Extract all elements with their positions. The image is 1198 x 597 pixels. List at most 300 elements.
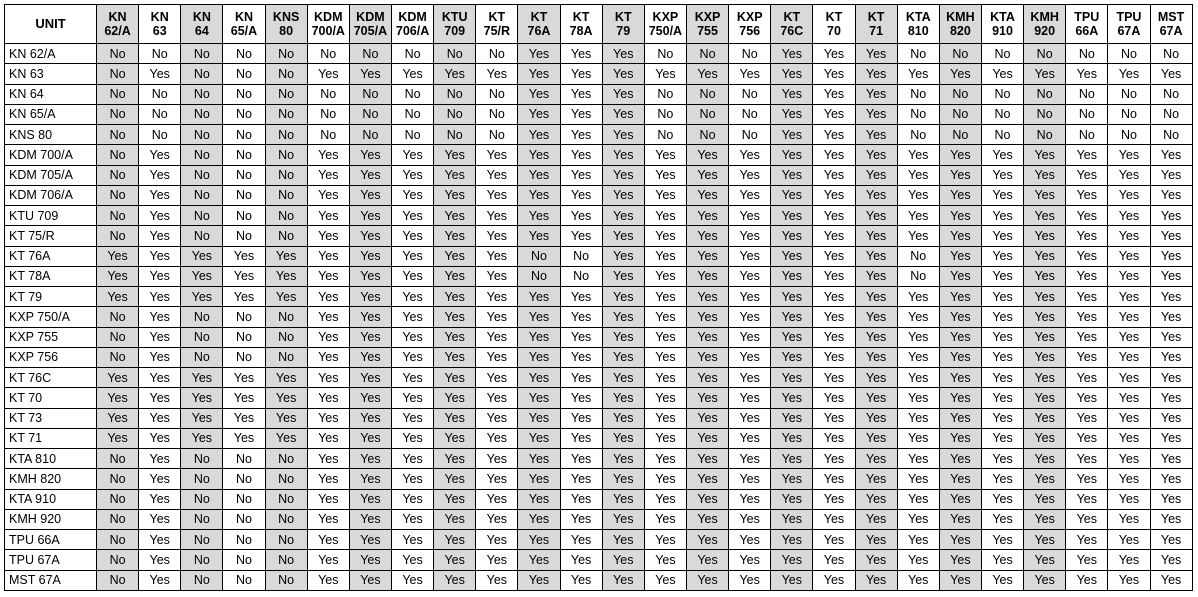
compatibility-cell: Yes xyxy=(644,388,686,408)
compatibility-cell: Yes xyxy=(897,408,939,428)
compatibility-cell: Yes xyxy=(981,570,1023,591)
compatibility-cell: Yes xyxy=(476,368,518,388)
table-row xyxy=(5,84,1193,104)
compatibility-cell: Yes xyxy=(897,307,939,327)
table-row xyxy=(5,266,1193,286)
row-unit-label: KNS 80 xyxy=(5,125,97,145)
compatibility-cell: No xyxy=(307,104,349,124)
compatibility-cell: No xyxy=(223,449,265,469)
column-header-number: 62/A xyxy=(104,24,131,38)
compatibility-cell: Yes xyxy=(602,145,644,165)
compatibility-cell: Yes xyxy=(434,327,476,347)
compatibility-cell: Yes xyxy=(1066,185,1108,205)
compatibility-cell: Yes xyxy=(855,104,897,124)
table-row xyxy=(5,44,1193,64)
compatibility-cell: Yes xyxy=(518,145,560,165)
compatibility-cell: Yes xyxy=(771,125,813,145)
compatibility-cell: Yes xyxy=(1066,469,1108,489)
compatibility-cell: No xyxy=(560,246,602,266)
compatibility-cell: Yes xyxy=(476,570,518,591)
compatibility-cell: Yes xyxy=(897,287,939,307)
compatibility-cell: No xyxy=(265,165,307,185)
compatibility-cell: No xyxy=(307,44,349,64)
compatibility-cell: No xyxy=(97,570,139,591)
compatibility-cell: No xyxy=(729,44,771,64)
compatibility-cell: Yes xyxy=(518,307,560,327)
compatibility-cell: No xyxy=(265,489,307,509)
column-header-model: KN xyxy=(150,10,169,24)
compatibility-cell: No xyxy=(181,509,223,529)
compatibility-cell: Yes xyxy=(391,570,433,591)
compatibility-cell: Yes xyxy=(1066,550,1108,570)
compatibility-cell: Yes xyxy=(771,489,813,509)
compatibility-cell: Yes xyxy=(855,428,897,448)
compatibility-cell: Yes xyxy=(771,307,813,327)
compatibility-cell: Yes xyxy=(813,246,855,266)
compatibility-cell: No xyxy=(897,44,939,64)
compatibility-cell: Yes xyxy=(939,469,981,489)
column-header-number: 910 xyxy=(992,24,1013,38)
compatibility-cell: Yes xyxy=(1024,185,1066,205)
compatibility-cell: Yes xyxy=(1024,246,1066,266)
compatibility-cell: Yes xyxy=(602,266,644,286)
compatibility-cell: Yes xyxy=(476,469,518,489)
row-unit-label: KT 70 xyxy=(5,388,97,408)
column-header-number: 755 xyxy=(697,24,718,38)
compatibility-cell: Yes xyxy=(644,327,686,347)
compatibility-cell: Yes xyxy=(939,206,981,226)
compatibility-cell: Yes xyxy=(434,489,476,509)
compatibility-cell: No xyxy=(265,104,307,124)
row-unit-label: KXP 755 xyxy=(5,327,97,347)
compatibility-cell: Yes xyxy=(1024,428,1066,448)
compatibility-cell: Yes xyxy=(476,266,518,286)
compatibility-cell: Yes xyxy=(602,388,644,408)
compatibility-cell: Yes xyxy=(644,469,686,489)
compatibility-cell: Yes xyxy=(981,368,1023,388)
compatibility-cell: Yes xyxy=(139,64,181,84)
compatibility-cell: Yes xyxy=(560,388,602,408)
compatibility-cell: Yes xyxy=(307,226,349,246)
compatibility-cell: Yes xyxy=(729,530,771,550)
table-row xyxy=(5,428,1193,448)
compatibility-cell: Yes xyxy=(391,408,433,428)
compatibility-cell: Yes xyxy=(729,570,771,591)
compatibility-cell: No xyxy=(223,64,265,84)
compatibility-cell: Yes xyxy=(939,388,981,408)
column-header xyxy=(771,5,813,44)
compatibility-cell: Yes xyxy=(1024,530,1066,550)
table-row xyxy=(5,327,1193,347)
compatibility-cell: Yes xyxy=(1066,206,1108,226)
compatibility-cell: Yes xyxy=(855,509,897,529)
compatibility-cell: No xyxy=(349,44,391,64)
compatibility-cell: Yes xyxy=(1108,246,1150,266)
compatibility-cell: Yes xyxy=(307,64,349,84)
compatibility-cell: Yes xyxy=(939,428,981,448)
compatibility-cell: Yes xyxy=(265,408,307,428)
compatibility-cell: No xyxy=(181,226,223,246)
compatibility-cell: Yes xyxy=(476,489,518,509)
table-header xyxy=(5,5,1193,44)
compatibility-cell: Yes xyxy=(434,307,476,327)
compatibility-cell: Yes xyxy=(686,489,728,509)
compatibility-cell: Yes xyxy=(1024,226,1066,246)
table-row xyxy=(5,449,1193,469)
compatibility-cell: Yes xyxy=(813,368,855,388)
compatibility-cell: Yes xyxy=(265,428,307,448)
column-header-number: 709 xyxy=(444,24,466,38)
compatibility-cell: Yes xyxy=(771,145,813,165)
compatibility-cell: No xyxy=(223,104,265,124)
compatibility-cell: Yes xyxy=(560,125,602,145)
compatibility-cell: Yes xyxy=(139,530,181,550)
compatibility-cell: Yes xyxy=(560,469,602,489)
compatibility-cell: Yes xyxy=(139,347,181,367)
compatibility-cell: Yes xyxy=(265,388,307,408)
column-header-model: KMH xyxy=(946,10,975,24)
column-header-number: 64 xyxy=(194,24,209,38)
compatibility-cell: Yes xyxy=(981,226,1023,246)
column-header xyxy=(181,5,223,44)
row-unit-label: KMH 820 xyxy=(5,469,97,489)
compatibility-cell: No xyxy=(981,125,1023,145)
compatibility-cell: Yes xyxy=(434,145,476,165)
column-header-model: TPU xyxy=(1074,10,1100,24)
compatibility-cell: No xyxy=(897,84,939,104)
compatibility-cell: Yes xyxy=(1108,550,1150,570)
compatibility-cell: Yes xyxy=(349,428,391,448)
compatibility-cell: Yes xyxy=(897,368,939,388)
compatibility-cell: Yes xyxy=(897,489,939,509)
compatibility-cell: Yes xyxy=(644,428,686,448)
compatibility-cell: Yes xyxy=(560,84,602,104)
compatibility-cell: Yes xyxy=(349,226,391,246)
compatibility-cell: Yes xyxy=(476,165,518,185)
compatibility-cell: Yes xyxy=(602,104,644,124)
column-header xyxy=(1150,5,1192,44)
compatibility-cell: Yes xyxy=(1066,368,1108,388)
compatibility-cell: No xyxy=(223,347,265,367)
compatibility-cell: No xyxy=(265,206,307,226)
header-row xyxy=(5,5,1193,44)
compatibility-cell: Yes xyxy=(1024,206,1066,226)
compatibility-cell: Yes xyxy=(1024,509,1066,529)
table-row xyxy=(5,530,1193,550)
compatibility-cell: Yes xyxy=(1108,287,1150,307)
compatibility-cell: Yes xyxy=(349,64,391,84)
column-header-model: KT xyxy=(530,10,548,24)
table-row xyxy=(5,104,1193,124)
compatibility-cell: Yes xyxy=(771,449,813,469)
column-header-model: KT xyxy=(572,10,590,24)
compatibility-cell: No xyxy=(181,64,223,84)
compatibility-cell: Yes xyxy=(476,550,518,570)
compatibility-cell: Yes xyxy=(307,408,349,428)
compatibility-cell: Yes xyxy=(560,226,602,246)
compatibility-cell: Yes xyxy=(1150,266,1192,286)
column-header-number: 70 xyxy=(827,24,841,38)
compatibility-cell: No xyxy=(1150,125,1192,145)
compatibility-cell: Yes xyxy=(602,226,644,246)
compatibility-cell: Yes xyxy=(349,145,391,165)
compatibility-cell: Yes xyxy=(139,550,181,570)
compatibility-cell: Yes xyxy=(644,185,686,205)
table-row xyxy=(5,226,1193,246)
column-header-model: KT xyxy=(783,10,801,24)
compatibility-cell: Yes xyxy=(518,408,560,428)
unit-column-header: UNIT xyxy=(5,5,97,44)
compatibility-cell: Yes xyxy=(97,368,139,388)
compatibility-cell: No xyxy=(139,44,181,64)
compatibility-cell: Yes xyxy=(644,530,686,550)
compatibility-cell: Yes xyxy=(686,185,728,205)
column-header-number: 80 xyxy=(279,24,294,38)
table-row xyxy=(5,64,1193,84)
compatibility-cell: No xyxy=(265,469,307,489)
compatibility-cell: No xyxy=(223,550,265,570)
compatibility-cell: Yes xyxy=(518,449,560,469)
compatibility-cell: Yes xyxy=(939,489,981,509)
compatibility-cell: Yes xyxy=(855,307,897,327)
compatibility-cell: Yes xyxy=(855,64,897,84)
compatibility-cell: No xyxy=(1150,104,1192,124)
column-header xyxy=(518,5,560,44)
compatibility-cell: Yes xyxy=(729,327,771,347)
column-header xyxy=(813,5,855,44)
column-header xyxy=(939,5,981,44)
compatibility-cell: Yes xyxy=(729,185,771,205)
compatibility-cell: Yes xyxy=(139,226,181,246)
compatibility-cell: Yes xyxy=(434,246,476,266)
compatibility-cell: Yes xyxy=(602,368,644,388)
compatibility-cell: No xyxy=(181,327,223,347)
compatibility-cell: Yes xyxy=(476,64,518,84)
compatibility-cell: Yes xyxy=(391,145,433,165)
compatibility-cell: Yes xyxy=(939,327,981,347)
compatibility-cell: Yes xyxy=(981,388,1023,408)
compatibility-cell: No xyxy=(181,125,223,145)
compatibility-cell: Yes xyxy=(560,327,602,347)
compatibility-cell: No xyxy=(181,84,223,104)
compatibility-cell: Yes xyxy=(1108,206,1150,226)
compatibility-cell: Yes xyxy=(602,347,644,367)
compatibility-cell: No xyxy=(223,145,265,165)
compatibility-cell: Yes xyxy=(1066,246,1108,266)
compatibility-cell: Yes xyxy=(349,509,391,529)
compatibility-cell: Yes xyxy=(181,266,223,286)
column-header-model: KT xyxy=(867,10,885,24)
compatibility-cell: Yes xyxy=(1066,509,1108,529)
compatibility-cell: Yes xyxy=(813,84,855,104)
compatibility-cell: Yes xyxy=(391,226,433,246)
compatibility-cell: No xyxy=(729,125,771,145)
compatibility-cell: Yes xyxy=(1108,165,1150,185)
compatibility-cell: Yes xyxy=(1066,307,1108,327)
compatibility-cell: Yes xyxy=(939,347,981,367)
compatibility-cell: Yes xyxy=(1024,145,1066,165)
compatibility-cell: Yes xyxy=(434,449,476,469)
row-unit-label: KT 71 xyxy=(5,428,97,448)
compatibility-cell: Yes xyxy=(560,550,602,570)
table-row xyxy=(5,570,1193,591)
compatibility-cell: No xyxy=(97,307,139,327)
compatibility-cell: Yes xyxy=(855,327,897,347)
compatibility-cell: No xyxy=(265,509,307,529)
compatibility-cell: Yes xyxy=(349,287,391,307)
compatibility-cell: No xyxy=(97,530,139,550)
compatibility-cell: No xyxy=(97,125,139,145)
compatibility-cell: No xyxy=(939,44,981,64)
compatibility-cell: Yes xyxy=(560,489,602,509)
compatibility-cell: Yes xyxy=(1150,145,1192,165)
compatibility-cell: Yes xyxy=(307,428,349,448)
compatibility-cell: Yes xyxy=(1150,509,1192,529)
row-unit-label: KXP 750/A xyxy=(5,307,97,327)
compatibility-cell: Yes xyxy=(391,266,433,286)
compatibility-cell: Yes xyxy=(771,104,813,124)
compatibility-cell: Yes xyxy=(476,347,518,367)
column-header-model: TPU xyxy=(1116,10,1142,24)
compatibility-cell: No xyxy=(265,449,307,469)
compatibility-cell: Yes xyxy=(560,44,602,64)
compatibility-cell: Yes xyxy=(307,530,349,550)
compatibility-cell: No xyxy=(476,125,518,145)
compatibility-cell: No xyxy=(686,84,728,104)
compatibility-cell: No xyxy=(391,104,433,124)
compatibility-cell: Yes xyxy=(897,428,939,448)
compatibility-cell: No xyxy=(1066,125,1108,145)
compatibility-cell: No xyxy=(223,509,265,529)
compatibility-cell: No xyxy=(1024,44,1066,64)
compatibility-cell: Yes xyxy=(602,530,644,550)
column-header xyxy=(391,5,433,44)
table-row xyxy=(5,246,1193,266)
compatibility-cell: Yes xyxy=(897,449,939,469)
row-unit-label: TPU 67A xyxy=(5,550,97,570)
row-unit-label: KTA 910 xyxy=(5,489,97,509)
compatibility-cell: Yes xyxy=(223,287,265,307)
compatibility-cell: Yes xyxy=(349,185,391,205)
compatibility-cell: Yes xyxy=(855,44,897,64)
compatibility-cell: Yes xyxy=(897,550,939,570)
compatibility-cell: Yes xyxy=(729,145,771,165)
compatibility-cell: Yes xyxy=(391,307,433,327)
compatibility-cell: Yes xyxy=(602,428,644,448)
compatibility-cell: Yes xyxy=(1108,449,1150,469)
compatibility-cell: Yes xyxy=(181,388,223,408)
table-row xyxy=(5,185,1193,205)
compatibility-cell: Yes xyxy=(897,206,939,226)
compatibility-cell: Yes xyxy=(771,428,813,448)
compatibility-cell: Yes xyxy=(391,185,433,205)
compatibility-cell: Yes xyxy=(644,64,686,84)
compatibility-cell: Yes xyxy=(686,428,728,448)
table-row xyxy=(5,287,1193,307)
compatibility-cell: Yes xyxy=(518,125,560,145)
compatibility-cell: Yes xyxy=(518,368,560,388)
compatibility-cell: Yes xyxy=(307,266,349,286)
compatibility-cell: Yes xyxy=(97,287,139,307)
compatibility-cell: Yes xyxy=(1024,489,1066,509)
compatibility-cell: Yes xyxy=(686,165,728,185)
compatibility-cell: Yes xyxy=(602,44,644,64)
compatibility-cell: Yes xyxy=(265,368,307,388)
compatibility-cell: Yes xyxy=(349,347,391,367)
compatibility-cell: Yes xyxy=(813,408,855,428)
compatibility-cell: Yes xyxy=(1108,388,1150,408)
compatibility-cell: Yes xyxy=(139,287,181,307)
compatibility-cell: Yes xyxy=(349,570,391,591)
compatibility-cell: Yes xyxy=(1066,428,1108,448)
compatibility-cell: Yes xyxy=(602,307,644,327)
compatibility-cell: Yes xyxy=(1066,347,1108,367)
compatibility-cell: Yes xyxy=(434,469,476,489)
compatibility-cell: Yes xyxy=(518,347,560,367)
table-row xyxy=(5,347,1193,367)
compatibility-cell: Yes xyxy=(602,84,644,104)
compatibility-cell: No xyxy=(349,125,391,145)
compatibility-cell: No xyxy=(265,145,307,165)
compatibility-cell: Yes xyxy=(897,530,939,550)
compatibility-cell: Yes xyxy=(181,287,223,307)
compatibility-cell: Yes xyxy=(602,206,644,226)
compatibility-cell: Yes xyxy=(897,327,939,347)
compatibility-cell: Yes xyxy=(729,449,771,469)
compatibility-cell: Yes xyxy=(855,226,897,246)
compatibility-cell: Yes xyxy=(434,368,476,388)
compatibility-cell: Yes xyxy=(981,550,1023,570)
compatibility-cell: Yes xyxy=(1108,226,1150,246)
column-header-number: 67A xyxy=(1117,24,1141,38)
compatibility-cell: Yes xyxy=(265,246,307,266)
column-header xyxy=(223,5,265,44)
compatibility-cell: Yes xyxy=(939,449,981,469)
compatibility-cell: Yes xyxy=(1066,287,1108,307)
compatibility-cell: Yes xyxy=(771,287,813,307)
compatibility-cell: No xyxy=(265,327,307,347)
compatibility-cell: No xyxy=(223,469,265,489)
compatibility-cell: Yes xyxy=(729,428,771,448)
column-header-number: 78A xyxy=(569,24,593,38)
column-header-number: 756 xyxy=(739,24,761,38)
compatibility-cell: No xyxy=(265,185,307,205)
compatibility-cell: No xyxy=(97,84,139,104)
compatibility-cell: No xyxy=(981,44,1023,64)
compatibility-cell: Yes xyxy=(981,469,1023,489)
compatibility-cell: No xyxy=(97,44,139,64)
compatibility-cell: Yes xyxy=(897,185,939,205)
compatibility-cell: Yes xyxy=(1024,368,1066,388)
compatibility-cell: Yes xyxy=(391,347,433,367)
compatibility-cell: No xyxy=(939,84,981,104)
compatibility-cell: No xyxy=(349,84,391,104)
compatibility-cell: Yes xyxy=(223,246,265,266)
compatibility-cell: No xyxy=(181,570,223,591)
compatibility-cell: Yes xyxy=(813,44,855,64)
compatibility-cell: Yes xyxy=(1108,145,1150,165)
compatibility-cell: Yes xyxy=(1108,347,1150,367)
compatibility-cell: No xyxy=(391,84,433,104)
compatibility-cell: Yes xyxy=(560,287,602,307)
table-row xyxy=(5,388,1193,408)
compatibility-cell: No xyxy=(97,206,139,226)
column-header-model: KXP xyxy=(694,10,721,24)
compatibility-cell: Yes xyxy=(729,165,771,185)
compatibility-cell: No xyxy=(139,104,181,124)
compatibility-cell: No xyxy=(181,307,223,327)
compatibility-cell: No xyxy=(476,44,518,64)
